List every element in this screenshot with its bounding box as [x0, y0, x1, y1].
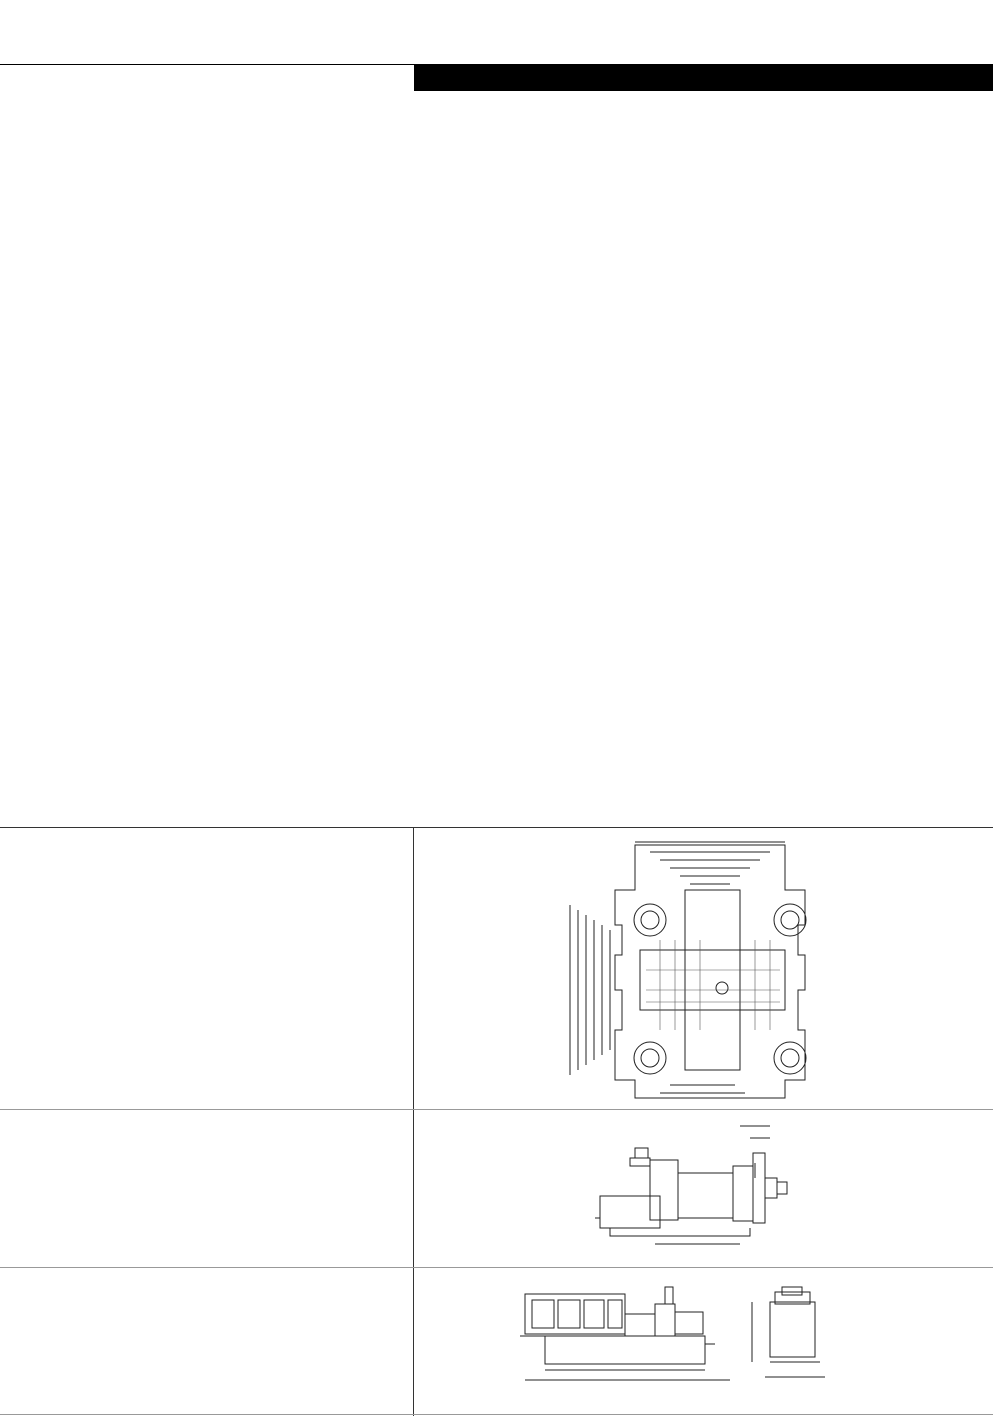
machine-dimension-drawing — [520, 1282, 830, 1392]
drawing-top-rule — [0, 827, 993, 828]
model-header — [414, 65, 993, 91]
drawing-rule-1 — [0, 1109, 993, 1110]
drawing-rule-3 — [0, 1414, 993, 1415]
drawing-divider — [413, 827, 414, 1416]
page-title — [20, 10, 54, 41]
drawing-rule-2 — [0, 1267, 993, 1268]
frontal-platen-drawing — [550, 830, 860, 1105]
flank-platen-drawing — [590, 1118, 810, 1253]
